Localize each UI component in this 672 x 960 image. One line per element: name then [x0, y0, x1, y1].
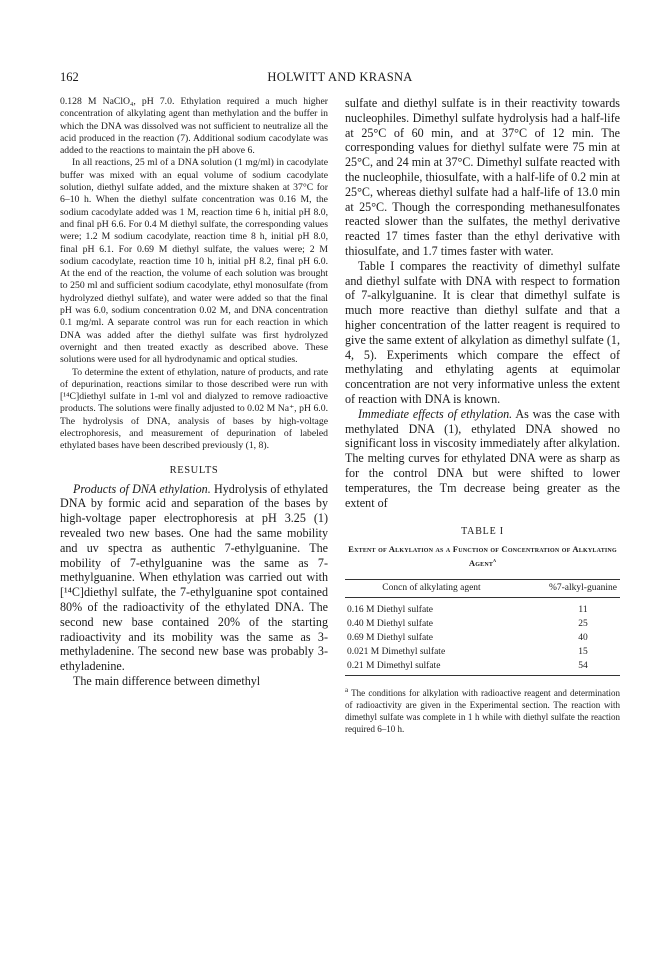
results-heading: RESULTS	[169, 464, 219, 476]
immediate-effects-subheading: Immediate effects of ethylation.	[358, 406, 513, 421]
table-caption-text: Extent of Alkylation as a Function of Concentration of Alkylating Agent	[348, 544, 617, 569]
results-paragraph-1-text: Hydrolysis of ethylated DNA by formic acid and separation of the bases by high-voltage paper electrophoresis at pH 3.25 (1) revealed two new bases. One had the same mobility and uv spectra as authentic 7-ethylguanine. The mobility of 7-ethylguanine was the same as 7-methylguanine. When ethylation was carried out with [¹⁴C]diethyl sulfate, the 7-ethylguanine spot contained 80% of the radioactivity of the ethylated DNA. The second new base contained 20% of the starting radioactivity and its mobility was the same as 3-methyladenine. The second new base was probably 3-ethyladenine.	[60, 481, 328, 674]
table-cell-value: 40	[578, 633, 588, 644]
table-footnote-text: The conditions for alkylation with radioactive reagent and determination of radioactivity are given in the Experimental section. The reaction with dimethyl sulfate was complete in 1 h while with diethyl sulfate the reaction required 6–10 h.	[345, 688, 620, 735]
table-cell-agent: 0.21 M Dimethyl sulfate	[345, 659, 546, 676]
table-cell-value: 54	[546, 659, 620, 676]
table-row	[345, 645, 620, 659]
page-header	[60, 70, 620, 88]
results-paragraph-2-start: The main difference between dimethyl	[73, 673, 261, 688]
right-body	[345, 96, 620, 510]
methods-section	[60, 96, 328, 453]
table-cell-value: 25	[578, 619, 588, 630]
column-header-agent: Concn of alkylating agent	[345, 580, 546, 598]
left-column	[60, 96, 328, 689]
table-cell-agent: 0.69 M Diethyl sulfate	[347, 633, 434, 644]
table-row	[345, 631, 620, 645]
table-cell-agent: 0.40 M Diethyl sulfate	[347, 619, 434, 630]
right-column	[345, 96, 620, 735]
table-title: TABLE I	[461, 526, 504, 538]
table-footnote-mark: a	[345, 686, 349, 695]
table-row	[345, 617, 620, 631]
table-footnote	[345, 684, 620, 735]
page-number: 162	[60, 70, 79, 84]
immediate-effects-paragraph	[345, 407, 620, 511]
table-row	[345, 659, 620, 676]
methods-paragraph-1: 0.128 M NaClO₄, pH 7.0. Ethylation required a much higher concentration of alkylating agent than methylation and the buffer in which the DNA was dissolved was not sufficient to neutralize all the acid produced in the reaction (7). Additional sodium cacodylate was added to the reactions to maintain the pH above 6.	[60, 96, 328, 157]
table-cell-value: 11	[578, 605, 588, 616]
table-cell-agent: 0.021 M Dimethyl sulfate	[347, 647, 446, 658]
methods-paragraph-3: To determine the extent of ethylation, nature of products, and rate of depurination, reactions similar to those described were run with [¹⁴C]diethyl sulfate in 1-ml vol and dialyzed to remove radioactive products. The solutions were finally adjusted to 0.02 M Na⁺, pH 6.0. The hydrolysis of DNA, analysis of bases by high-voltage electrophoresis, and measurement of depurination of labeled ethylated bases have been described previously (1, 8).	[60, 366, 328, 452]
column-header-alkylguanine: %7-alkyl-guanine	[546, 580, 620, 598]
methods-paragraph-2: In all reactions, 25 ml of a DNA solution (1 mg/ml) in cacodylate buffer was mixed with an equal volume of sodium cacodylate solution, diethyl sulfate added, and the mixture shaken at 37°C for 6–10 h. When the diethyl sulfate concentration was 0.16 M, the sodium cacodylate added was 1 M, reaction time 6 h, initial pH 8.0, and final pH 6.6. For 0.4 M diethyl sulfate, the corresponding values were; 1.2 M sodium cacodylate, reaction time 8 h, initial pH 8.0, final pH 6.1. For 0.69 M diethyl sulfate, the values were; 2 M sodium cacodylate, reaction time 10 h, initial pH 8.2, final pH 6.0. At the end of the reaction, the volume of each solution was brought to 250 ml and sufficient sodium cacodylate, ethyl monosulfate (from hydrolyzed diethyl sulfate), and water were added so that the final pH was 6.0, sodium concentration 0.02 M, and DNA concentration 0.1 mg/ml. A separate control was run for each reaction in which DNA was added after the diethyl sulfate was first hydrolyzed overnight and then treated exactly as described above. These solutions were used for all hydrodynamic and optical studies.	[60, 157, 328, 366]
results-subheading: Products of DNA ethylation.	[73, 481, 211, 496]
table-cell-value: 15	[578, 647, 588, 658]
table-caption-mark: a	[493, 558, 497, 565]
table-1	[345, 526, 620, 735]
reactivity-paragraph: sulfate and diethyl sulfate is in their reactivity towards nucleophiles. Dimethyl sulfate hydrolysis had a half-life at 25°C of 60 min, and at 37°C of 12 min. The corresponding values for diethyl sulfate were 75 min at 25°C, and 24 min at 37°C. Dimethyl sulfate reacted with the nucleophile, thiosulfate, with a half-life of 0.2 min at 25°C, whereas diethyl sulfate had a half-life of 13.0 min at 25°C. Though the corresponding methanesulfonates reacted slower than the sulfates, the methyl derivative reacted 17 times faster than the ethyl derivative with thiosulfate, and 1.7 times faster with water.	[345, 96, 620, 258]
table-caption	[345, 543, 620, 569]
table-header-row	[345, 580, 620, 598]
alkylation-table	[345, 579, 620, 676]
table-discussion-paragraph: Table I compares the reactivity of dimethyl sulfate and diethyl sulfate with DNA with respect to formation of 7-alkylguanine. It is clear that dimethyl sulfate is much more reactive than diethyl sulfate and that a higher concentration of the latter reagent is required to give the same extent of alkylation as dimethyl sulfate (1, 4, 5). Experiments which compare the effect of methylating and ethylating agents at equimolar concentration are not very informative unless the extent of reaction with DNA is known.	[345, 258, 620, 406]
results-paragraph-1	[60, 482, 328, 674]
results-section	[60, 482, 328, 689]
running-title: HOLWITT AND KRASNA	[267, 70, 413, 84]
table-row	[345, 598, 620, 618]
immediate-effects-text: As was the case with methylated DNA (1), ethylated DNA showed no significant loss in viscosity immediately after alkylation. The melting curves for ethylated DNA were as sharp as for the control DNA but were shifted to lower temperatures, the Tm decrease being greater as the extent of	[345, 406, 620, 510]
table-cell-agent: 0.16 M Diethyl sulfate	[347, 605, 434, 616]
